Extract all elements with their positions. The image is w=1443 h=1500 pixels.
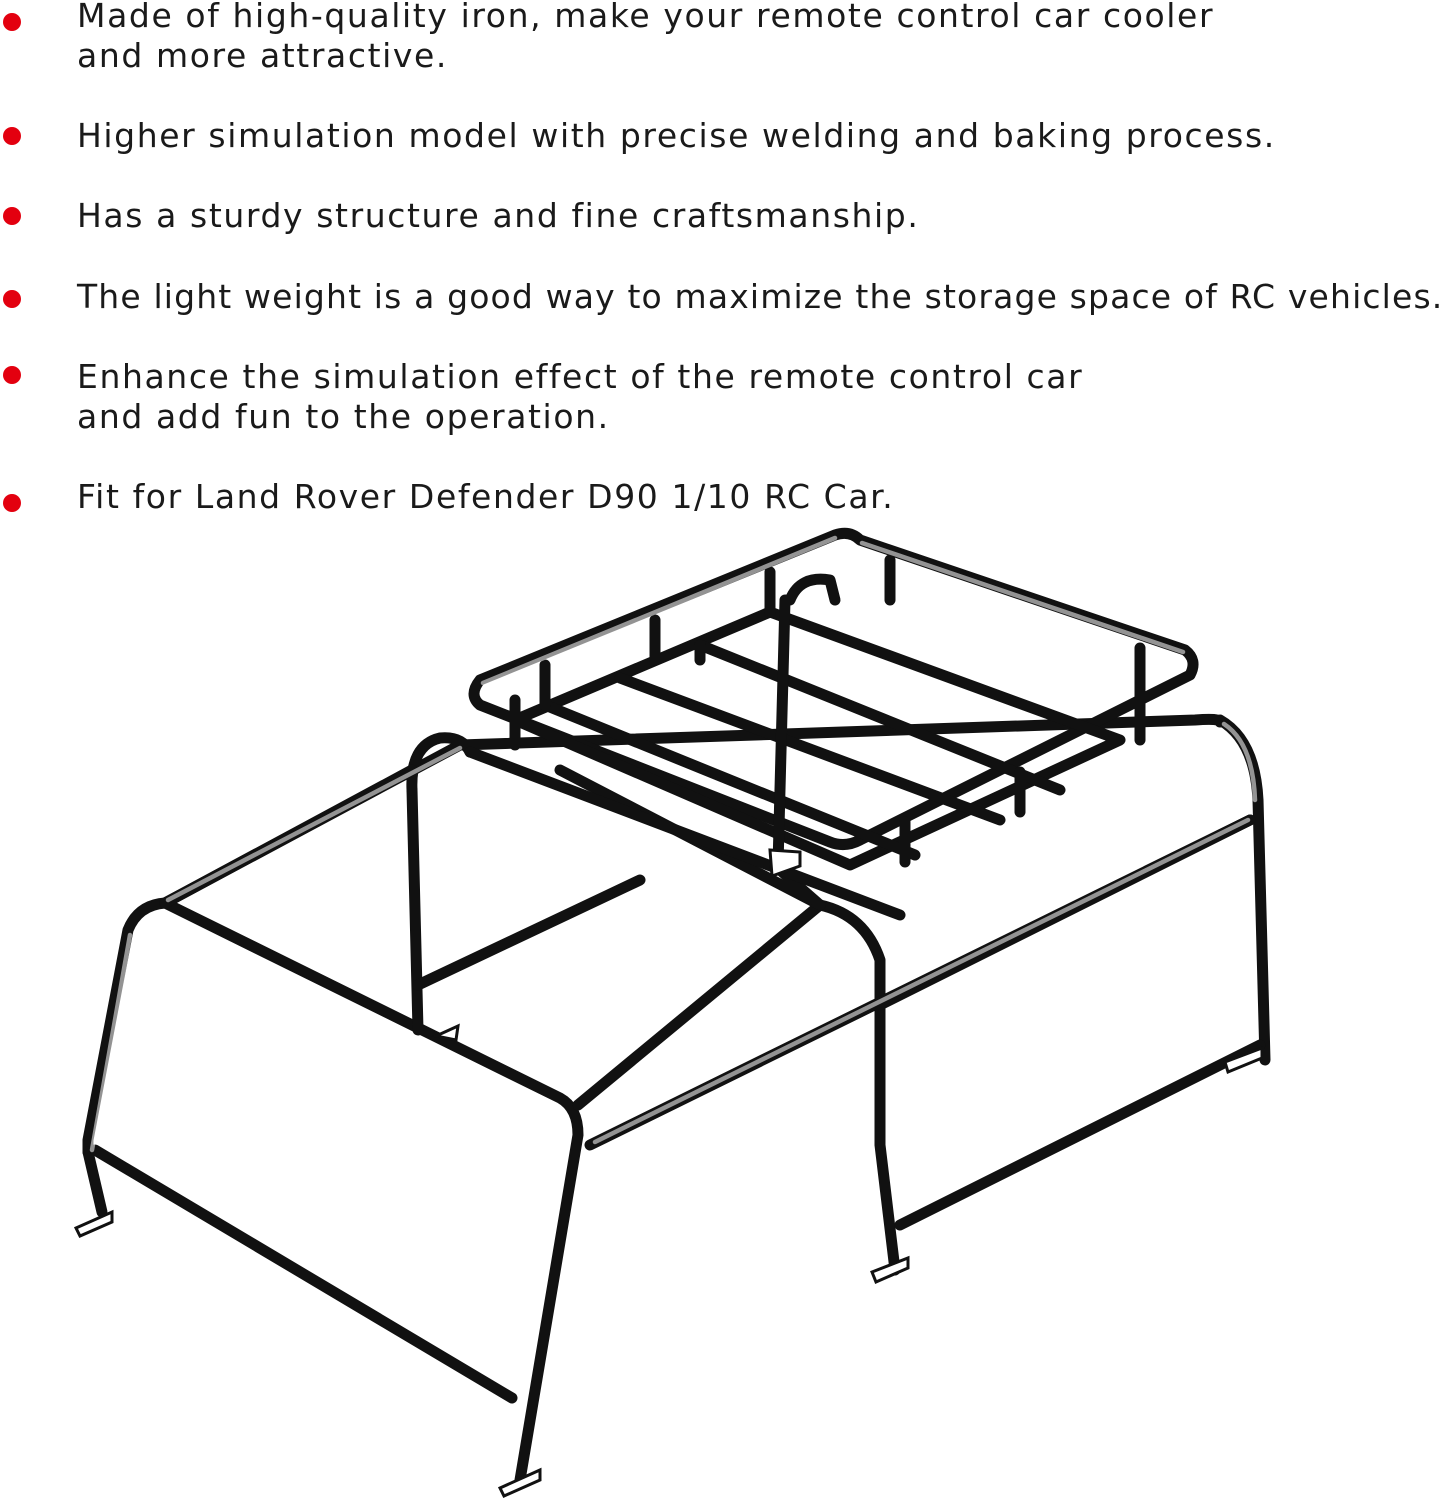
bullet-dot-icon — [3, 494, 21, 512]
roll-cage-drawing — [0, 520, 1443, 1500]
bullet-dot-icon — [3, 366, 21, 384]
feature-text: Has a sturdy structure and fine craftsmanship. — [77, 196, 920, 235]
feature-text: Enhance the simulation effect of the remote control car and add fun to the operation. — [77, 357, 1084, 436]
feature-text: Fit for Land Rover Defender D90 1/10 RC Car. — [77, 477, 895, 516]
bullet-dot-icon — [3, 207, 21, 225]
roll-cage-product-image — [0, 520, 1443, 1500]
feature-text: Higher simulation model with precise welding and baking process. — [77, 116, 1276, 155]
bullet-dot-icon — [3, 13, 21, 31]
bullet-dot-icon — [3, 290, 21, 308]
bullet-dot-icon — [3, 127, 21, 145]
feature-text: Made of high-quality iron, make your remote control car cooler and more attractive. — [77, 0, 1215, 75]
feature-text: The light weight is a good way to maximize the storage space of RC vehicles. — [77, 277, 1443, 316]
roof-rack — [474, 533, 1193, 865]
